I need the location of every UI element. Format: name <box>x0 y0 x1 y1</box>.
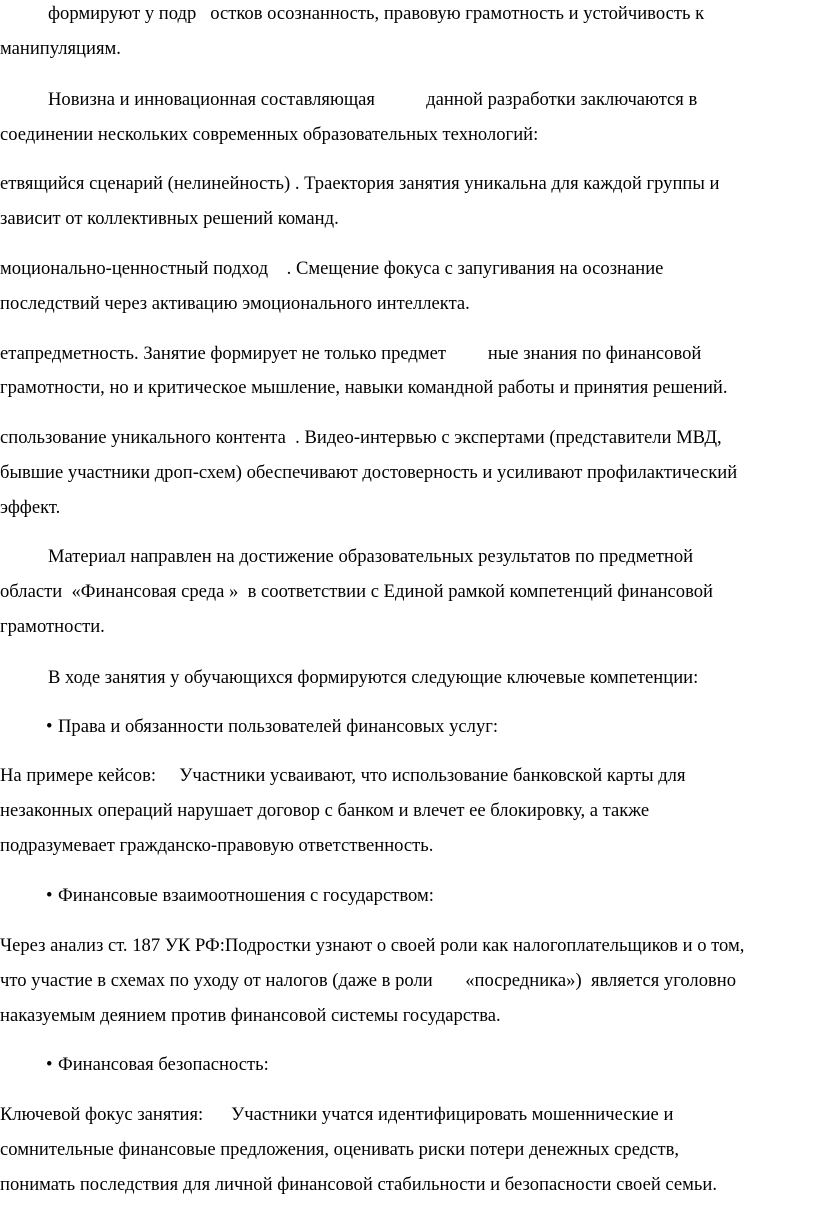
list-item <box>46 884 434 908</box>
text-line: Материал направлен на достижение образовательных результатов по предметной <box>48 546 694 567</box>
text-line: На примере кейсов: Участники усваивают, что использование банковской карты для <box>0 765 686 786</box>
bullet-icon: • <box>46 885 53 906</box>
text-line: етвящийся сценарий (нелинейность) . Траектория занятия уникальна для каждой группы и <box>0 173 720 194</box>
text-line: моционально-ценностный подход . Смещение фокуса с запугивания на осознание <box>0 258 664 279</box>
text-line: етапредметность. Занятие формирует не только предмет ные знания по финансовой <box>0 343 702 364</box>
text-line: Через анализ ст. 187 УК РФ:Подростки узнают о своей роли как налогоплательщиков и о том, <box>0 935 745 956</box>
text-line: грамотности, но и критическое мышление, навыки командной работы и принятия решений. <box>0 377 728 398</box>
list-item-label: Финансовые взаимоотношения с государством: <box>58 885 434 906</box>
text-line: эффект. <box>0 497 61 518</box>
text-line: соединении нескольких современных образовательных технологий: <box>0 124 539 145</box>
text-line: области «Финансовая среда » в соответствии с Единой рамкой компетенций финансовой <box>0 581 713 602</box>
text-line: подразумевает гражданско-правовую ответственность. <box>0 835 434 856</box>
text-line: В ходе занятия у обучающихся формируются следующие ключевые компетенции: <box>48 667 699 688</box>
text-line: грамотности. <box>0 616 105 637</box>
text-line: наказуемым деянием против финансовой системы государства. <box>0 1005 501 1026</box>
list-item-label: Финансовая безопасность: <box>58 1054 269 1075</box>
text-line: понимать последствия для личной финансовой стабильности и безопасности своей семьи. <box>0 1174 717 1195</box>
bullet-icon: • <box>46 716 53 737</box>
text-line: что участие в схемах по уходу от налогов (даже в роли «посредника») является уголовно <box>0 970 737 991</box>
list-item <box>46 715 498 739</box>
text-line: формируют у подр остков осознанность, правовую грамотность и устойчивость к <box>48 3 705 24</box>
text-line: сомнительные финансовые предложения, оценивать риски потери денежных средств, <box>0 1139 679 1160</box>
list-item-label: Права и обязанности пользователей финансовых услуг: <box>58 716 499 737</box>
text-line: незаконных операций нарушает договор с банком и влечет ее блокировку, а также <box>0 800 650 821</box>
text-line: Ключевой фокус занятия: Участники учатся идентифицировать мошеннические и <box>0 1104 674 1125</box>
text-line: зависит от коллективных решений команд. <box>0 208 339 229</box>
text-line: Новизна и инновационная составляющая данной разработки заключаются в <box>48 89 698 110</box>
bullet-icon: • <box>46 1054 53 1075</box>
text-line: бывшие участники дроп-схем) обеспечивают достоверность и усиливают профилактический <box>0 462 738 483</box>
text-line: манипуляциям. <box>0 38 121 59</box>
text-line: спользование уникального контента . Видео-интервью с экспертами (представители МВД, <box>0 427 722 448</box>
list-item <box>46 1053 269 1077</box>
text-line: последствий через активацию эмоционального интеллекта. <box>0 293 470 314</box>
